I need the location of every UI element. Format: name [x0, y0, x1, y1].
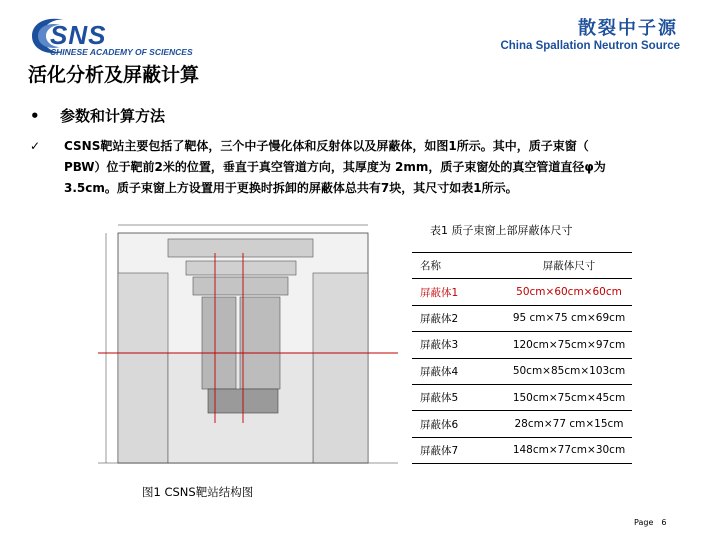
slide-title: 活化分析及屏蔽计算 — [28, 64, 200, 86]
shield-size-cell: 148cm×77cm×30cm — [512, 444, 626, 457]
page-number-value: 6 — [661, 518, 667, 527]
table-row — [412, 358, 632, 384]
page-number — [634, 518, 666, 527]
table-row — [412, 437, 632, 463]
paragraph-text — [64, 136, 694, 199]
target-station-drawing — [98, 213, 398, 478]
shield-name-cell: 屏蔽体2 — [420, 312, 459, 325]
table-row — [412, 411, 632, 437]
shield-size-cell: 95 cm×75 cm×69cm — [512, 312, 626, 325]
slide-header — [0, 0, 720, 68]
bullet-item — [30, 105, 165, 126]
logo-subtext: CHINESE ACADEMY OF SCIENCES — [50, 47, 193, 57]
shield-size-cell: 28cm×77 cm×15cm — [514, 418, 624, 431]
org-name-cn: 散裂中子源 — [578, 18, 678, 39]
check-icon: ✓ — [30, 139, 41, 153]
shield-name-cell: 屏蔽体4 — [420, 365, 459, 378]
bullet-icon: • — [30, 107, 40, 125]
table-caption: 表1 质子束窗上部屏蔽体尺寸 — [430, 224, 573, 237]
logo-wordmark: SNS — [50, 20, 107, 50]
table-row — [412, 384, 632, 410]
shield-name-cell: 屏蔽体7 — [420, 444, 459, 457]
shield-size-table — [412, 252, 632, 464]
column-header-size: 屏蔽体尺寸 — [542, 260, 596, 273]
shield-name-cell: 屏蔽体3 — [420, 339, 459, 352]
paragraph-line-2: PBW）位于靶前2米的位置，垂直于真空管道方向，其厚度为 2mm，质子束窗处的真空管道直径φ为 — [64, 160, 606, 174]
paragraph-line-1: CSNS靶站主要包括了靶体，三个中子慢化体和反射体以及屏蔽体，如图1所示。其中，质子束窗（ — [64, 139, 589, 153]
column-header-name: 名称 — [420, 260, 441, 273]
table-row — [412, 279, 632, 305]
shield-name-cell: 屏蔽体6 — [420, 418, 459, 431]
table-row — [412, 332, 632, 358]
shield-name-cell: 屏蔽体5 — [420, 392, 459, 405]
table-header-row — [412, 253, 632, 279]
shield-size-cell: 120cm×75cm×97cm — [512, 338, 626, 351]
table-row — [412, 305, 632, 331]
paragraph-line-3: 3.5cm。质子束窗上方设置用于更换时拆卸的屏蔽体总共有7块，其尺寸如表1所示。 — [64, 181, 518, 195]
shield-name-cell: 屏蔽体1 — [420, 286, 459, 299]
page-label: Page — [634, 518, 654, 527]
org-name-en: China Spallation Neutron Source — [500, 40, 680, 52]
figure-caption: 图1 CSNS靶站结构图 — [142, 485, 254, 499]
shield-size-cell: 150cm×75cm×45cm — [512, 391, 626, 404]
shield-size-cell: 50cm×85cm×103cm — [512, 365, 626, 378]
shield-size-cell: 50cm×60cm×60cm — [516, 286, 622, 299]
bullet-text: 参数和计算方法 — [60, 107, 166, 125]
